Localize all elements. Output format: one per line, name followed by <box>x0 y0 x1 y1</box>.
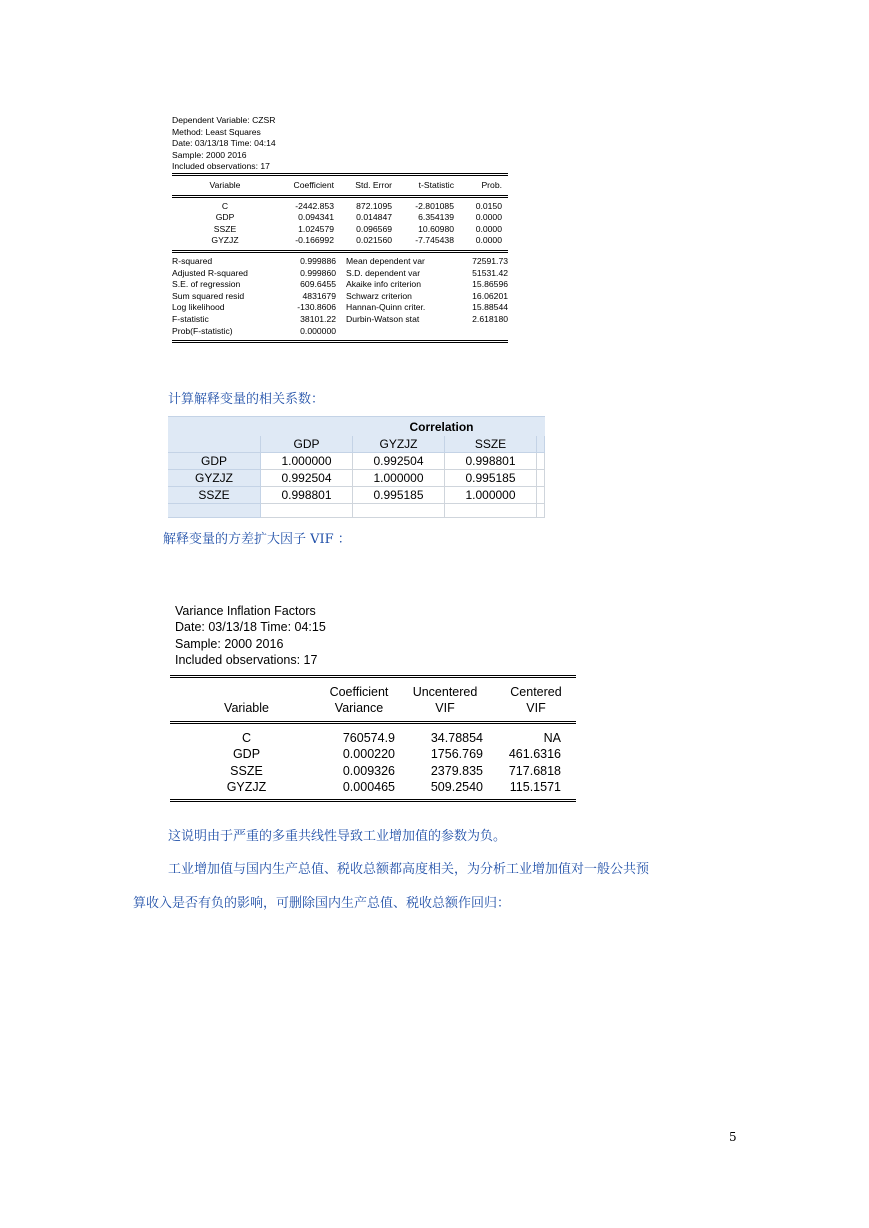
cell: SSZE <box>230 763 263 778</box>
col-variable: Variable <box>209 179 241 190</box>
stats-row <box>172 326 508 338</box>
cell: SSZE <box>213 223 237 234</box>
stat-value: 38101.22 <box>300 313 336 324</box>
table-row <box>172 201 508 213</box>
stats-row <box>172 279 508 291</box>
cell: 1.000000 <box>261 453 353 470</box>
stat-value: 72591.73 <box>472 255 508 266</box>
col-centered-vif <box>489 684 575 717</box>
stats-row <box>172 302 508 314</box>
vif-sample-line: Sample: 2000 2016 <box>175 636 284 651</box>
stats-row <box>172 256 508 268</box>
cell: 461.6316 <box>508 747 561 762</box>
double-rule <box>170 799 576 802</box>
analysis-paragraph-line2: 算收入是否有负的影响，可删除国内生产总值、税收总额作回归： <box>133 896 511 911</box>
correlation-intro-text: 计算解释变量的相关系数： <box>168 392 325 407</box>
corner-cell <box>168 436 261 453</box>
vif-table-header <box>170 678 576 721</box>
cell: GYZJZ <box>211 235 239 246</box>
cell: 34.78854 <box>430 730 483 745</box>
stat-label: F-statistic <box>172 313 209 324</box>
table-row <box>172 212 508 224</box>
correlation-table <box>168 416 545 518</box>
cell: C <box>241 730 252 745</box>
stat-value: 51531.42 <box>472 267 508 278</box>
vif-date-line: Date: 03/13/18 Time: 04:15 <box>175 620 326 635</box>
stat-value: 4831679 <box>302 290 336 301</box>
cell: 0.009326 <box>342 763 395 778</box>
col-variable-line1 <box>170 684 323 701</box>
coefficient-table-header <box>172 176 508 195</box>
cell: -7.745438 <box>415 235 454 246</box>
cell: -0.166992 <box>295 235 334 246</box>
cell: 760574.9 <box>342 730 395 745</box>
spacer-cell <box>537 453 545 470</box>
cell: 717.6818 <box>508 763 561 778</box>
stat-value: 0.999860 <box>300 267 336 278</box>
row-header: GDP <box>168 453 261 470</box>
cell: 1.000000 <box>353 470 445 487</box>
vif-header <box>170 603 576 669</box>
vif-title-line: Variance Inflation Factors <box>175 604 316 618</box>
cell: 0.998801 <box>261 487 353 504</box>
cell: 0.995185 <box>353 487 445 504</box>
stat-value: 0.999886 <box>300 255 336 266</box>
stat-value: 2.618180 <box>472 313 508 324</box>
cell <box>353 504 445 518</box>
col-coef-line2: Variance <box>334 701 384 716</box>
col-centered-line1: Centered <box>510 684 562 699</box>
cell: 0.094341 <box>298 212 334 223</box>
stat-label: Prob(F-statistic) <box>172 325 233 336</box>
cell: 1756.769 <box>430 747 483 762</box>
dependent-variable-line: Dependent Variable: CZSR <box>172 115 276 125</box>
stat-value: 0.000000 <box>300 325 336 336</box>
cell: -2442.853 <box>295 200 334 211</box>
cell: 0.998801 <box>445 453 537 470</box>
regression-header <box>172 115 508 173</box>
cell: 1.000000 <box>445 487 537 504</box>
cell <box>261 504 353 518</box>
cell: 6.354139 <box>418 212 454 223</box>
cell: 2379.835 <box>430 763 483 778</box>
stat-value: 15.88544 <box>472 302 508 313</box>
sample-line: Sample: 2000 2016 <box>172 149 247 160</box>
stat-label: Durbin-Watson stat <box>346 313 420 324</box>
cell: C <box>221 200 229 211</box>
cell: 0.0000 <box>475 235 502 246</box>
cell: 0.992504 <box>261 470 353 487</box>
col-centered-line2: VIF <box>526 701 546 716</box>
cell: 0.096569 <box>356 223 392 234</box>
table-row <box>170 763 576 780</box>
stat-label: Hannan-Quinn criter. <box>346 302 426 313</box>
cell: 872.1095 <box>356 200 392 211</box>
row-header: GYZJZ <box>168 470 261 487</box>
stat-label: R-squared <box>172 255 213 266</box>
stats-row <box>172 314 508 326</box>
date-line: Date: 03/13/18 Time: 04:14 <box>172 138 276 149</box>
cell: GDP <box>232 747 261 762</box>
stat-value: 609.6455 <box>300 279 336 290</box>
regression-stats <box>172 253 508 340</box>
table-row <box>170 730 576 747</box>
cell: 0.992504 <box>353 453 445 470</box>
col-gyzjz: GYZJZ <box>353 436 445 453</box>
cell: NA <box>543 730 561 745</box>
cell: 0.014847 <box>356 212 392 223</box>
cell: 10.60980 <box>418 223 454 234</box>
stat-label: Mean dependent var <box>346 255 425 266</box>
col-t-statistic: t-Statistic <box>418 179 454 190</box>
stat-value: 16.06201 <box>472 290 508 301</box>
page-number: 5 <box>729 1130 737 1144</box>
vif-table-body <box>170 724 576 799</box>
table-row <box>168 470 545 487</box>
cell: 0.0000 <box>475 223 502 234</box>
col-uncentered-line1: Uncentered <box>412 684 478 699</box>
vif-observations-line: Included observations: 17 <box>175 653 318 668</box>
table-row <box>168 453 545 470</box>
col-gdp: GDP <box>261 436 353 453</box>
multicollinearity-conclusion: 这说明由于严重的多重共线性导致工业增加值的参数为负。 <box>168 829 507 844</box>
stat-label: Adjusted R-squared <box>172 267 248 278</box>
cell: GDP <box>215 212 235 223</box>
col-variable-line2: Variable <box>224 701 269 716</box>
analysis-paragraph-line1: 工业增加值与国内生产总值、税收总额都高度相关，为分析工业增加值对一般公共预 <box>168 862 650 877</box>
regression-output <box>172 115 508 343</box>
table-row-empty <box>168 504 545 518</box>
stat-value <box>458 326 508 338</box>
cell: -2.801085 <box>415 200 454 211</box>
table-row <box>172 224 508 236</box>
cell: 0.021560 <box>356 235 392 246</box>
table-row <box>172 235 508 247</box>
cell <box>445 504 537 518</box>
col-coefficient: Coefficient <box>293 179 334 190</box>
col-ssze: SSZE <box>445 436 537 453</box>
cell: 0.0000 <box>475 212 502 223</box>
row-header <box>168 504 261 518</box>
spacer-cell <box>537 436 545 453</box>
table-row <box>168 487 545 504</box>
double-rule <box>172 340 508 343</box>
cell: 115.1571 <box>509 780 561 795</box>
stat-label: S.D. dependent var <box>346 267 421 278</box>
stat-value: -130.8606 <box>297 302 336 313</box>
method-line: Method: Least Squares <box>172 126 261 137</box>
cell: 1.024579 <box>298 223 334 234</box>
col-uncentered-vif <box>395 684 489 717</box>
cell: 0.000465 <box>342 780 395 795</box>
row-header: SSZE <box>168 487 261 504</box>
stat-label: Schwarz criterion <box>346 290 412 301</box>
stats-row <box>172 291 508 303</box>
stats-row <box>172 268 508 280</box>
correlation-title: Correlation <box>168 416 545 436</box>
stat-value: 15.86596 <box>472 279 508 290</box>
stat-label: Log likelihood <box>172 302 225 313</box>
col-std-error: Std. Error <box>355 179 392 190</box>
coefficient-table-body <box>172 198 508 250</box>
vif-output <box>170 603 576 802</box>
cell: GYZJZ <box>226 780 267 795</box>
observations-line: Included observations: 17 <box>172 161 270 172</box>
table-row <box>170 746 576 763</box>
cell: 0.0150 <box>475 200 502 211</box>
col-uncentered-line2: VIF <box>435 701 455 716</box>
stat-label: Sum squared resid <box>172 290 245 301</box>
spacer-cell <box>537 470 545 487</box>
stat-label <box>346 326 458 338</box>
cell: 509.2540 <box>430 780 483 795</box>
table-row <box>170 779 576 796</box>
vif-intro-text: 解释变量的方差扩大因子 VIF ： <box>163 532 351 547</box>
cell: 0.995185 <box>445 470 537 487</box>
spacer-cell <box>537 504 545 518</box>
stat-label: Akaike info criterion <box>346 279 421 290</box>
col-coef-line1: Coefficient <box>329 684 389 699</box>
cell: 0.000220 <box>342 747 395 762</box>
stat-label: S.E. of regression <box>172 279 241 290</box>
correlation-header-row <box>168 436 545 453</box>
col-prob: Prob. <box>481 179 502 190</box>
col-variable <box>170 684 323 717</box>
spacer-cell <box>537 487 545 504</box>
col-coefficient-variance <box>323 684 395 717</box>
